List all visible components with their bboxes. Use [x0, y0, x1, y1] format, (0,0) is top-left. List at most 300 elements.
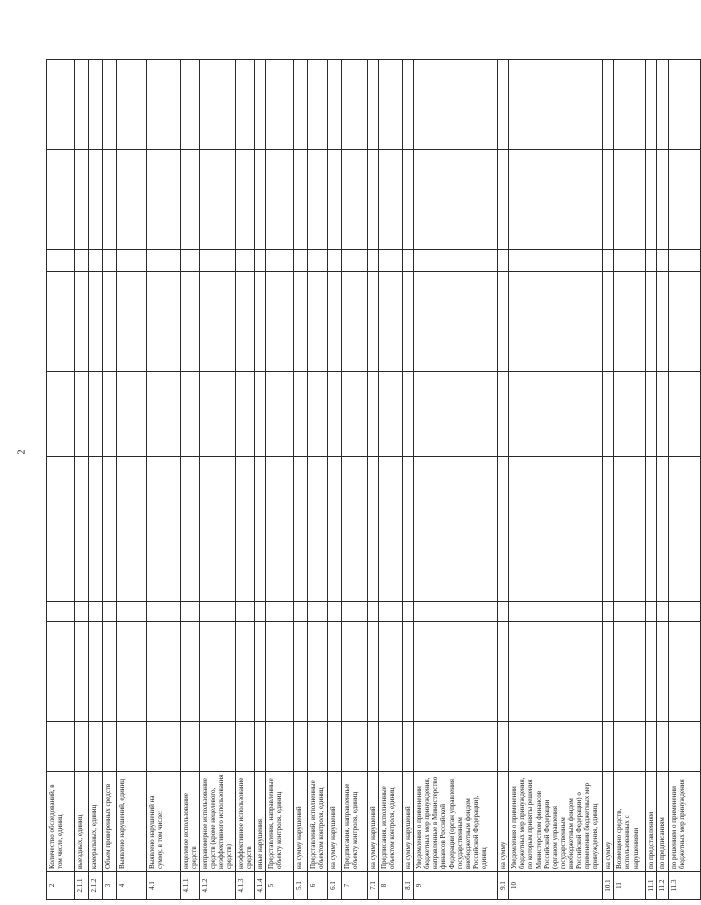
value-cell	[147, 272, 181, 372]
value-cell	[236, 272, 255, 372]
row-label: Возмещено средств, использованных с нарушениями	[614, 772, 646, 872]
value-cell	[414, 150, 498, 250]
value-cell	[368, 722, 379, 772]
value-cell	[236, 602, 255, 622]
value-cell	[255, 150, 266, 250]
row-number: 7.1	[368, 872, 379, 900]
value-cell	[403, 602, 414, 622]
row-label: по предписаниям	[657, 772, 668, 872]
value-cell	[103, 60, 117, 150]
value-cell	[266, 250, 294, 272]
value-cell	[509, 457, 603, 602]
value-cell	[379, 722, 403, 772]
value-cell	[414, 272, 498, 372]
value-cell	[368, 602, 379, 622]
value-cell	[403, 250, 414, 272]
row-label: иные нарушения	[255, 772, 266, 872]
value-cell	[368, 150, 379, 250]
value-cell	[603, 722, 614, 772]
row-number: 2.1.1	[75, 872, 89, 900]
value-cell	[368, 272, 379, 372]
value-cell	[255, 372, 266, 457]
value-cell	[236, 250, 255, 272]
table-row	[147, 60, 181, 900]
value-cell	[342, 372, 368, 457]
value-cell	[200, 457, 236, 602]
row-number: 10	[509, 872, 603, 900]
value-cell	[103, 372, 117, 457]
row-label: Уведомления о применении бюджетных мер принуждения, направленные в Министерство финансов Российской Федерации (орган управления государственным внебюджетным фондом Российской Федерации), единиц	[414, 772, 498, 872]
value-cell	[181, 722, 200, 772]
value-cell	[89, 250, 103, 272]
value-cell	[414, 722, 498, 772]
row-label: на сумму нарушений	[403, 772, 414, 872]
value-cell	[328, 372, 342, 457]
value-cell	[117, 250, 147, 272]
value-cell	[379, 622, 403, 722]
value-cell	[646, 272, 657, 372]
value-cell	[294, 602, 308, 622]
row-number: 4.1.2	[200, 872, 236, 900]
table-row	[646, 60, 657, 900]
value-cell	[147, 722, 181, 772]
row-label: Количество обследований, в том числе, единиц	[47, 772, 75, 872]
value-cell	[328, 457, 342, 602]
value-cell	[379, 150, 403, 250]
value-cell	[181, 622, 200, 722]
value-cell	[403, 372, 414, 457]
value-cell	[117, 150, 147, 250]
value-cell	[342, 272, 368, 372]
row-number: 2	[47, 872, 75, 900]
value-cell	[403, 622, 414, 722]
value-cell	[200, 150, 236, 250]
table-row	[236, 60, 255, 900]
value-cell	[236, 722, 255, 772]
row-number: 3	[103, 872, 117, 900]
value-cell	[328, 150, 342, 250]
value-cell	[103, 457, 117, 602]
value-cell	[200, 250, 236, 272]
table-row	[89, 60, 103, 900]
value-cell	[668, 150, 700, 250]
row-number: 11.1	[646, 872, 657, 900]
value-cell	[200, 602, 236, 622]
table-row	[328, 60, 342, 900]
value-cell	[509, 372, 603, 457]
value-cell	[147, 372, 181, 457]
value-cell	[75, 622, 89, 722]
value-cell	[147, 250, 181, 272]
table-row	[266, 60, 294, 900]
table-row	[200, 60, 236, 900]
value-cell	[181, 602, 200, 622]
value-cell	[509, 250, 603, 272]
row-number: 4.1.4	[255, 872, 266, 900]
value-cell	[117, 622, 147, 722]
value-cell	[75, 272, 89, 372]
value-cell	[147, 457, 181, 602]
value-cell	[498, 622, 509, 722]
row-number: 6	[308, 872, 328, 900]
row-number: 11	[614, 872, 646, 900]
value-cell	[266, 272, 294, 372]
row-label: по представлениям	[646, 772, 657, 872]
row-label: нецелевое использование средств	[181, 772, 200, 872]
value-cell	[603, 60, 614, 150]
value-cell	[668, 622, 700, 722]
report-table	[46, 59, 701, 900]
report-table-sheet	[46, 60, 686, 900]
value-cell	[308, 722, 328, 772]
value-cell	[308, 60, 328, 150]
value-cell	[368, 250, 379, 272]
value-cell	[657, 250, 668, 272]
value-cell	[668, 250, 700, 272]
value-cell	[668, 602, 700, 622]
value-cell	[75, 60, 89, 150]
value-cell	[266, 722, 294, 772]
value-cell	[75, 150, 89, 250]
value-cell	[603, 150, 614, 250]
value-cell	[657, 60, 668, 150]
value-cell	[103, 150, 117, 250]
value-cell	[614, 722, 646, 772]
value-cell	[294, 372, 308, 457]
value-cell	[657, 372, 668, 457]
value-cell	[498, 150, 509, 250]
value-cell	[328, 250, 342, 272]
value-cell	[379, 372, 403, 457]
value-cell	[657, 622, 668, 722]
value-cell	[308, 372, 328, 457]
value-cell	[255, 272, 266, 372]
row-label: на сумму нарушений	[328, 772, 342, 872]
row-number: 8.1	[403, 872, 414, 900]
value-cell	[47, 60, 75, 150]
value-cell	[47, 722, 75, 772]
value-cell	[342, 250, 368, 272]
value-cell	[414, 372, 498, 457]
row-label: Предписания, исполненные объектом контроля, единиц	[379, 772, 403, 872]
value-cell	[603, 250, 614, 272]
table-row	[342, 60, 368, 900]
value-cell	[498, 60, 509, 150]
value-cell	[403, 60, 414, 150]
value-cell	[117, 372, 147, 457]
value-cell	[646, 457, 657, 602]
value-cell	[89, 722, 103, 772]
table-row	[403, 60, 414, 900]
value-cell	[498, 250, 509, 272]
value-cell	[103, 722, 117, 772]
table-row	[668, 60, 700, 900]
row-label: Выявлено нарушений на сумму, в том числе:	[147, 772, 181, 872]
table-row	[657, 60, 668, 900]
table-row	[255, 60, 266, 900]
value-cell	[614, 60, 646, 150]
row-label: неэффективное использование средств	[236, 772, 255, 872]
value-cell	[657, 722, 668, 772]
value-cell	[646, 622, 657, 722]
value-cell	[403, 457, 414, 602]
value-cell	[236, 150, 255, 250]
value-cell	[603, 372, 614, 457]
value-cell	[117, 602, 147, 622]
value-cell	[147, 60, 181, 150]
row-label: Выявлено нарушений, единиц	[117, 772, 147, 872]
value-cell	[614, 272, 646, 372]
value-cell	[266, 150, 294, 250]
value-cell	[379, 457, 403, 602]
value-cell	[414, 622, 498, 722]
value-cell	[509, 150, 603, 250]
value-cell	[379, 272, 403, 372]
value-cell	[75, 602, 89, 622]
value-cell	[414, 60, 498, 150]
value-cell	[89, 272, 103, 372]
value-cell	[668, 272, 700, 372]
value-cell	[47, 150, 75, 250]
value-cell	[328, 272, 342, 372]
value-cell	[266, 457, 294, 602]
row-label: выездных, единиц	[75, 772, 89, 872]
value-cell	[147, 150, 181, 250]
row-number: 2.1.2	[89, 872, 103, 900]
value-cell	[403, 272, 414, 372]
value-cell	[379, 602, 403, 622]
value-cell	[147, 622, 181, 722]
value-cell	[379, 60, 403, 150]
value-cell	[603, 457, 614, 602]
value-cell	[403, 150, 414, 250]
value-cell	[266, 60, 294, 150]
value-cell	[509, 272, 603, 372]
value-cell	[181, 60, 200, 150]
row-number: 10.1	[603, 872, 614, 900]
row-number: 8	[379, 872, 403, 900]
value-cell	[668, 60, 700, 150]
value-cell	[657, 457, 668, 602]
value-cell	[200, 722, 236, 772]
row-label: Представлений, исполненные объектом контроля, единиц	[308, 772, 328, 872]
row-label: камеральных, единиц	[89, 772, 103, 872]
row-label: на сумму нарушений	[294, 772, 308, 872]
value-cell	[47, 457, 75, 602]
value-cell	[646, 60, 657, 150]
value-cell	[266, 372, 294, 457]
value-cell	[646, 722, 657, 772]
row-number: 11.2	[657, 872, 668, 900]
value-cell	[328, 60, 342, 150]
value-cell	[368, 457, 379, 602]
row-number: 11.3	[668, 872, 700, 900]
value-cell	[668, 457, 700, 602]
value-cell	[657, 602, 668, 622]
value-cell	[646, 372, 657, 457]
value-cell	[614, 622, 646, 722]
value-cell	[200, 372, 236, 457]
value-cell	[308, 602, 328, 622]
value-cell	[181, 150, 200, 250]
value-cell	[342, 150, 368, 250]
value-cell	[117, 60, 147, 150]
row-number: 4.1.1	[181, 872, 200, 900]
value-cell	[89, 372, 103, 457]
table-row	[294, 60, 308, 900]
value-cell	[646, 602, 657, 622]
value-cell	[509, 602, 603, 622]
table-row	[117, 60, 147, 900]
value-cell	[646, 250, 657, 272]
table-row	[509, 60, 603, 900]
value-cell	[614, 602, 646, 622]
row-label: Уведомления о применении бюджетных мер принуждения, по которым приняты решения Министерством финансов Российской Федерации (органом управления государственным внебюджетным фондом Российской Федерации) о применении бюджетных мер принуждения, единиц	[509, 772, 603, 872]
value-cell	[657, 150, 668, 250]
value-cell	[200, 272, 236, 372]
value-cell	[414, 602, 498, 622]
value-cell	[509, 722, 603, 772]
table-row	[103, 60, 117, 900]
value-cell	[236, 60, 255, 150]
value-cell	[509, 60, 603, 150]
value-cell	[236, 622, 255, 722]
table-row	[614, 60, 646, 900]
table-row	[414, 60, 498, 900]
table-row	[368, 60, 379, 900]
table-row	[308, 60, 328, 900]
row-label: Представления, направленные объекту контроля, единиц	[266, 772, 294, 872]
value-cell	[147, 602, 181, 622]
value-cell	[103, 622, 117, 722]
value-cell	[614, 250, 646, 272]
value-cell	[89, 622, 103, 722]
value-cell	[342, 622, 368, 722]
value-cell	[103, 602, 117, 622]
value-cell	[368, 622, 379, 722]
value-cell	[294, 457, 308, 602]
value-cell	[255, 722, 266, 772]
value-cell	[308, 272, 328, 372]
value-cell	[614, 457, 646, 602]
value-cell	[414, 250, 498, 272]
row-label: на сумму нарушений	[368, 772, 379, 872]
row-number: 7	[342, 872, 368, 900]
value-cell	[255, 60, 266, 150]
value-cell	[342, 457, 368, 602]
value-cell	[200, 622, 236, 722]
table-row	[47, 60, 75, 900]
value-cell	[342, 602, 368, 622]
value-cell	[368, 60, 379, 150]
value-cell	[308, 150, 328, 250]
value-cell	[294, 60, 308, 150]
row-label: неправомерное использование средств (кроме нецелевого, неэффективного использования средств)	[200, 772, 236, 872]
value-cell	[75, 372, 89, 457]
value-cell	[342, 60, 368, 150]
table-row	[181, 60, 200, 900]
row-number: 4	[117, 872, 147, 900]
value-cell	[181, 372, 200, 457]
value-cell	[379, 250, 403, 272]
value-cell	[614, 372, 646, 457]
row-number: 9	[414, 872, 498, 900]
value-cell	[266, 602, 294, 622]
value-cell	[308, 250, 328, 272]
value-cell	[117, 722, 147, 772]
value-cell	[181, 272, 200, 372]
row-label: Объем проверенных средств	[103, 772, 117, 872]
row-label: на сумму	[498, 772, 509, 872]
value-cell	[255, 602, 266, 622]
value-cell	[603, 622, 614, 722]
value-cell	[75, 722, 89, 772]
value-cell	[308, 622, 328, 722]
row-number: 6.1	[328, 872, 342, 900]
value-cell	[255, 250, 266, 272]
value-cell	[328, 602, 342, 622]
value-cell	[200, 60, 236, 150]
value-cell	[103, 250, 117, 272]
value-cell	[294, 272, 308, 372]
value-cell	[603, 272, 614, 372]
value-cell	[75, 250, 89, 272]
row-number: 5.1	[294, 872, 308, 900]
value-cell	[47, 272, 75, 372]
value-cell	[668, 722, 700, 772]
value-cell	[308, 457, 328, 602]
row-number: 4.1	[147, 872, 181, 900]
row-label: по решениям о применении бюджетных мер принуждения	[668, 772, 700, 872]
value-cell	[294, 722, 308, 772]
value-cell	[294, 250, 308, 272]
value-cell	[646, 150, 657, 250]
value-cell	[498, 722, 509, 772]
value-cell	[498, 272, 509, 372]
value-cell	[117, 457, 147, 602]
table-row	[379, 60, 403, 900]
row-label: на сумму	[603, 772, 614, 872]
value-cell	[603, 602, 614, 622]
value-cell	[614, 150, 646, 250]
value-cell	[47, 602, 75, 622]
value-cell	[236, 372, 255, 457]
value-cell	[89, 602, 103, 622]
value-cell	[181, 457, 200, 602]
value-cell	[498, 372, 509, 457]
value-cell	[47, 372, 75, 457]
table-row	[75, 60, 89, 900]
value-cell	[498, 457, 509, 602]
row-number: 9.1	[498, 872, 509, 900]
row-label: Предписания, направленные объекту контроля, единиц	[342, 772, 368, 872]
value-cell	[117, 272, 147, 372]
value-cell	[328, 622, 342, 722]
value-cell	[47, 250, 75, 272]
value-cell	[328, 722, 342, 772]
value-cell	[668, 372, 700, 457]
value-cell	[414, 457, 498, 602]
row-number: 5	[266, 872, 294, 900]
value-cell	[181, 250, 200, 272]
value-cell	[89, 457, 103, 602]
value-cell	[75, 457, 89, 602]
row-number: 4.1.3	[236, 872, 255, 900]
value-cell	[368, 372, 379, 457]
value-cell	[255, 622, 266, 722]
value-cell	[236, 457, 255, 602]
value-cell	[403, 722, 414, 772]
